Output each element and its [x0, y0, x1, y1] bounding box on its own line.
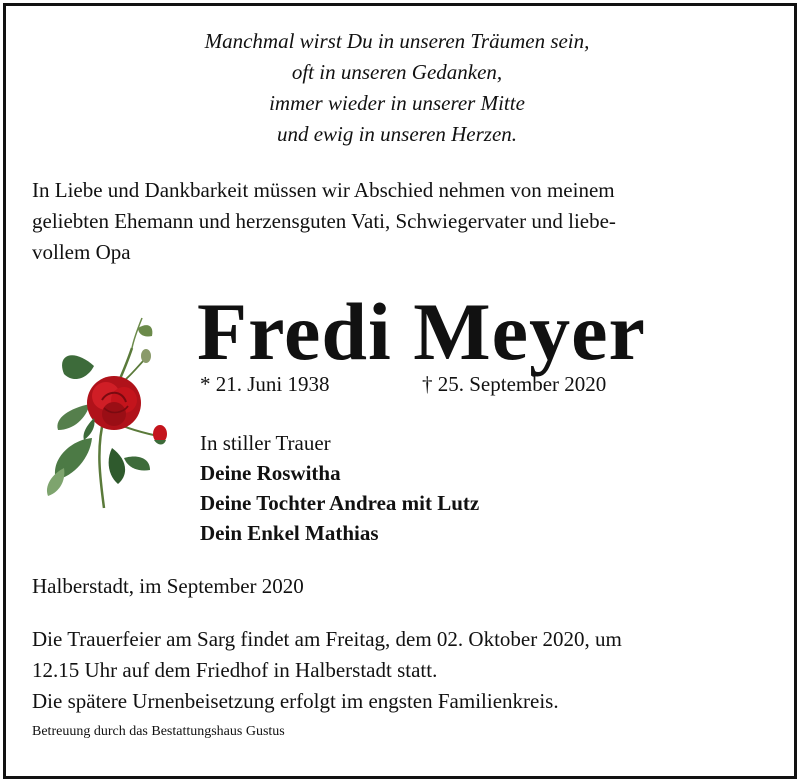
funeral-info-line: Die spätere Urnenbeisetzung erfolgt im engsten Familienkreis. — [32, 689, 559, 713]
poem-line: oft in unseren Gedanken, — [291, 60, 503, 84]
intro-line: vollem Opa — [32, 240, 131, 264]
mourner-name: Deine Tochter Andrea mit Lutz — [200, 491, 480, 515]
poem-line: und ewig in unseren Herzen. — [276, 122, 518, 146]
place-date: Halberstadt, im September 2020 — [32, 574, 304, 598]
mourner-name: Deine Roswitha — [200, 461, 341, 485]
poem-line: Manchmal wirst Du in unseren Träumen sein, — [204, 29, 590, 53]
funeral-info-line: 12.15 Uhr auf dem Friedhof in Halberstadt statt. — [32, 658, 438, 682]
funeral-info — [32, 624, 622, 717]
death-date: † 25. September 2020 — [422, 372, 607, 396]
intro-text — [32, 175, 772, 268]
intro-line: geliebten Ehemann und herzensguten Vati, Schwiegervater und liebe- — [32, 209, 616, 233]
poem-line: immer wieder in unserer Mitte — [269, 91, 525, 115]
funeral-info-line: Die Trauerfeier am Sarg findet am Freitag, dem 02. Oktober 2020, um — [32, 627, 622, 651]
poem — [0, 26, 794, 150]
mourners-heading: In stiller Trauer — [200, 431, 331, 455]
intro-line: In Liebe und Dankbarkeit müssen wir Abschied nehmen von meinem — [32, 178, 615, 202]
funeral-home-credit: Betreuung durch das Bestattungshaus Gustus — [32, 724, 285, 739]
mourner-name: Dein Enkel Mathias — [200, 521, 379, 545]
birth-date: * 21. Juni 1938 — [200, 372, 330, 396]
deceased-name: Fredi Meyer — [197, 286, 646, 377]
rose-illustration — [34, 308, 174, 520]
mourners-block — [200, 428, 479, 548]
